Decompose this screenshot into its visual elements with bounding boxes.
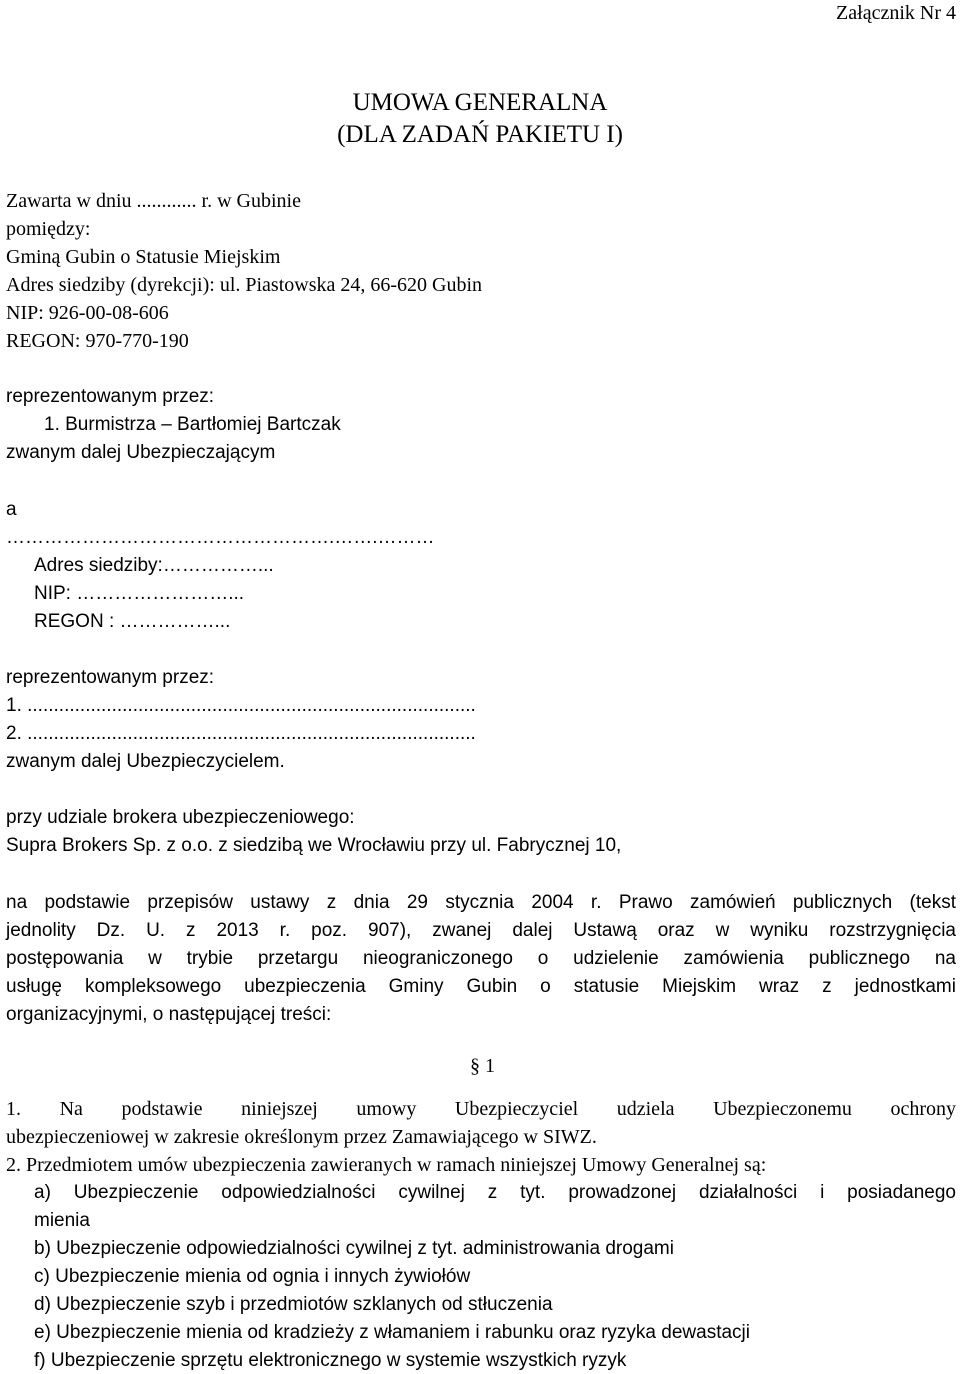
insurer-nip: NIP: ……………………...: [34, 583, 245, 604]
clause-1-line-1: 1. Na podstawie niniejszej umowy Ubezpieczyciel udziela Ubezpieczonemu ochrony: [6, 1098, 956, 1120]
list-item: b) Ubezpieczenie odpowiedzialności cywilnej z tyt. administrowania drogami: [34, 1238, 674, 1259]
broker-name: Supra Brokers Sp. z o.o. z siedzibą we Wrocławiu przy ul. Fabrycznej 10,: [6, 835, 622, 856]
contract-date-line: Zawarta w dniu ............ r. w Gubinie: [6, 190, 301, 212]
insured-representative: 1. Burmistrza – Bartłomiej Bartczak: [44, 414, 341, 435]
between-label: pomiędzy:: [6, 218, 91, 240]
insurer-address: Adres siedziby:……………...: [34, 555, 274, 576]
and-label: a: [6, 499, 17, 520]
legal-basis-line-4: usługę kompleksowego ubezpieczenia Gminy Gubin o statusie Miejskim wraz z jednostkami: [6, 976, 956, 997]
insured-represented-label: reprezentowanym przez:: [6, 386, 215, 407]
section-heading: § 1: [470, 1055, 495, 1077]
legal-basis-line-2: jednolity Dz. U. z 2013 r. poz. 907), zwanej dalej Ustawą oraz w wyniku rozstrzygnięcia: [6, 920, 956, 941]
legal-basis-line-3: postępowania w trybie przetargu nieograniczonego o udzielenie zamówienia publicznego na: [6, 948, 956, 969]
document-subtitle: (DLA ZADAŃ PAKIETU I): [337, 121, 623, 148]
legal-basis-line-1: na podstawie przepisów ustawy z dnia 29 stycznia 2004 r. Prawo zamówień publicznych (tekst: [6, 892, 956, 913]
document-title: UMOWA GENERALNA: [352, 89, 608, 116]
insurer-representative-2: 2. .....................................................................................: [6, 723, 476, 744]
insured-address: Adres siedziby (dyrekcji): ul. Piastowska 24, 66-620 Gubin: [6, 274, 483, 296]
insured-regon: REGON: 970-770-190: [6, 330, 189, 352]
list-item: a) Ubezpieczenie odpowiedzialności cywilnej z tyt. prowadzonej działalności i posiadanego: [34, 1182, 956, 1203]
legal-basis-line-5: organizacyjnymi, o następującej treści:: [6, 1004, 332, 1025]
insured-name: Gminą Gubin o Statusie Miejskim: [6, 246, 281, 268]
list-item: d) Ubezpieczenie szyb i przedmiotów szklanych od stłuczenia: [34, 1294, 553, 1315]
insurer-regon: REGON : ……………...: [34, 611, 231, 632]
insurer-represented-label: reprezentowanym przez:: [6, 667, 215, 688]
broker-intro: przy udziale brokera ubezpieczeniowego:: [6, 807, 355, 828]
clause-1-line-2: ubezpieczeniowej w zakresie określonym przez Zamawiającego w SIWZ.: [6, 1126, 597, 1148]
annex-label: Załącznik Nr 4: [836, 2, 956, 24]
list-item: f) Ubezpieczenie sprzętu elektronicznego w systemie wszystkich ryzyk: [34, 1350, 627, 1371]
list-item: e) Ubezpieczenie mienia od kradzieży z włamaniem i rabunku oraz ryzyka dewastacji: [34, 1322, 750, 1343]
insurer-name-placeholder: …………………………………………….…….………: [6, 527, 435, 548]
list-item: c) Ubezpieczenie mienia od ognia i innych żywiołów: [34, 1266, 471, 1287]
clause-2: 2. Przedmiotem umów ubezpieczenia zawieranych w ramach niniejszej Umowy Generalnej są:: [6, 1154, 767, 1176]
insurer-called-as: zwanym dalej Ubezpieczycielem.: [6, 751, 285, 772]
insurer-representative-1: 1. .....................................................................................: [6, 695, 476, 716]
list-item: mienia: [34, 1210, 90, 1231]
insured-nip: NIP: 926-00-08-606: [6, 302, 169, 324]
insured-called-as: zwanym dalej Ubezpieczającym: [6, 442, 276, 463]
